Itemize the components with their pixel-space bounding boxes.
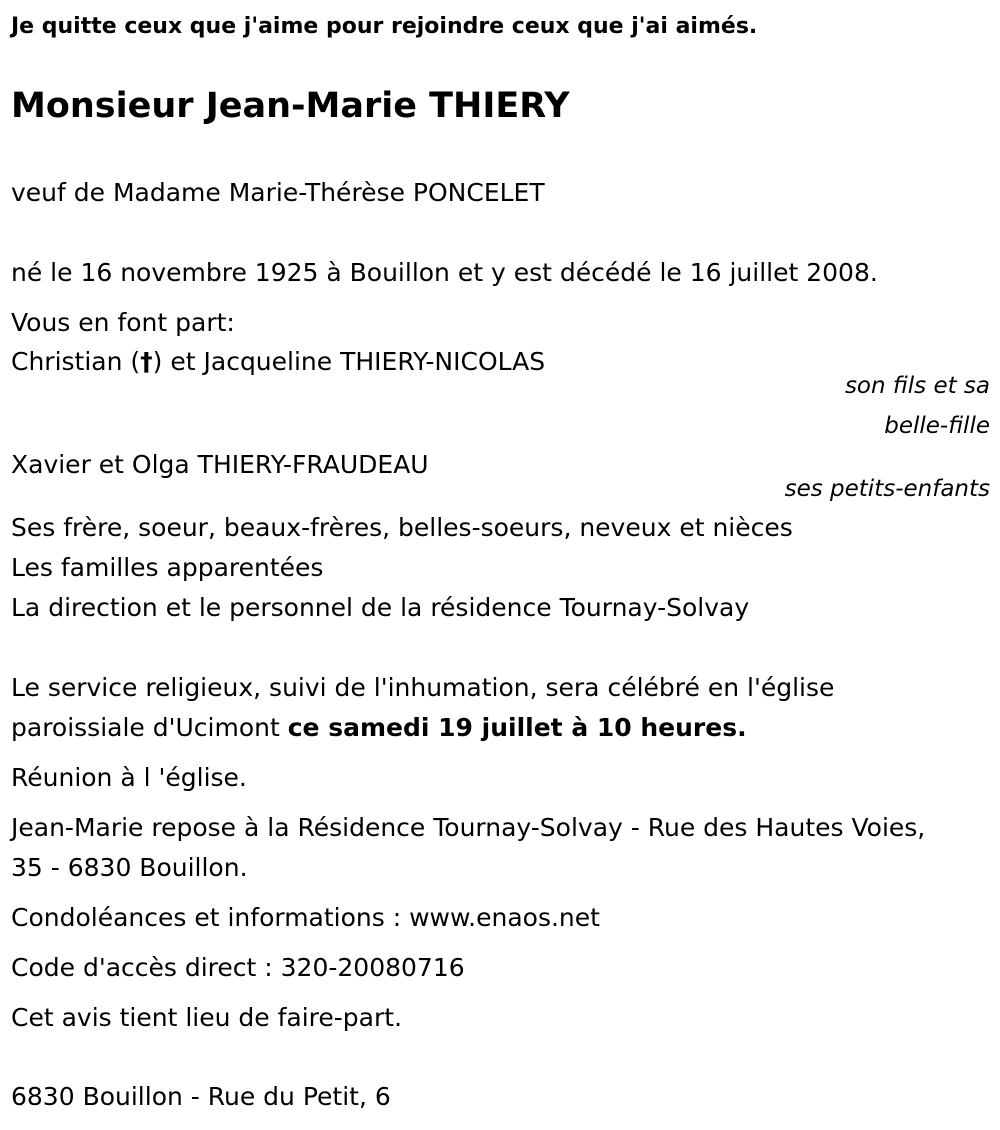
grandchildren-relation: ses petits-enfants [784, 476, 990, 502]
service-place: paroissiale d'Ucimont [11, 713, 288, 742]
notice-line: Cet avis tient lieu de faire-part. [11, 1003, 403, 1032]
repose-line2: 35 - 6830 Bouillon. [11, 853, 248, 882]
siblings-line: Ses frère, soeur, beaux-frères, belles-soeurs, neveux et nièces [11, 513, 793, 542]
widower-line: veuf de Madame Marie-Thérèse PONCELET [11, 178, 545, 207]
epitaph-quote: Je quitte ceux que j'aime pour rejoindre ceux que j'ai aimés. [11, 14, 758, 39]
families-line: Les familles apparentées [11, 553, 324, 582]
service-line2 [11, 713, 747, 743]
son-relation-line2: belle-fille [884, 413, 990, 439]
announce-line: Vous en font part: [11, 308, 235, 337]
address-line: 6830 Bouillon - Rue du Petit, 6 [11, 1082, 391, 1111]
service-line1: Le service religieux, suivi de l'inhumation, sera célébré en l'église [11, 673, 835, 702]
grandchildren-line: Xavier et Olga THIERY-FRAUDEAU [11, 450, 429, 479]
meeting-line: Réunion à l 'église. [11, 763, 247, 792]
condolences-line: Condoléances et informations : www.enaos.net [11, 903, 600, 932]
birth-death-line: né le 16 novembre 1925 à Bouillon et y est décédé le 16 juillet 2008. [11, 258, 878, 287]
repose-line1: Jean-Marie repose à la Résidence Tournay-Solvay - Rue des Hautes Voies, [11, 813, 926, 842]
staff-line: La direction et le personnel de la résidence Tournay-Solvay [11, 593, 750, 622]
son-text-after: ) et Jacqueline THIERY-NICOLAS [152, 347, 546, 376]
access-code-line: Code d'accès direct : 320-20080716 [11, 953, 465, 982]
son-relation-line1: son fils et sa [844, 373, 990, 399]
deceased-name: Monsieur Jean-Marie THIERY [11, 86, 570, 126]
son-line [11, 347, 545, 377]
service-date: ce samedi 19 juillet à 10 heures. [287, 713, 747, 742]
son-text-before: Christian ( [11, 347, 141, 376]
cross-icon: † [140, 347, 153, 376]
